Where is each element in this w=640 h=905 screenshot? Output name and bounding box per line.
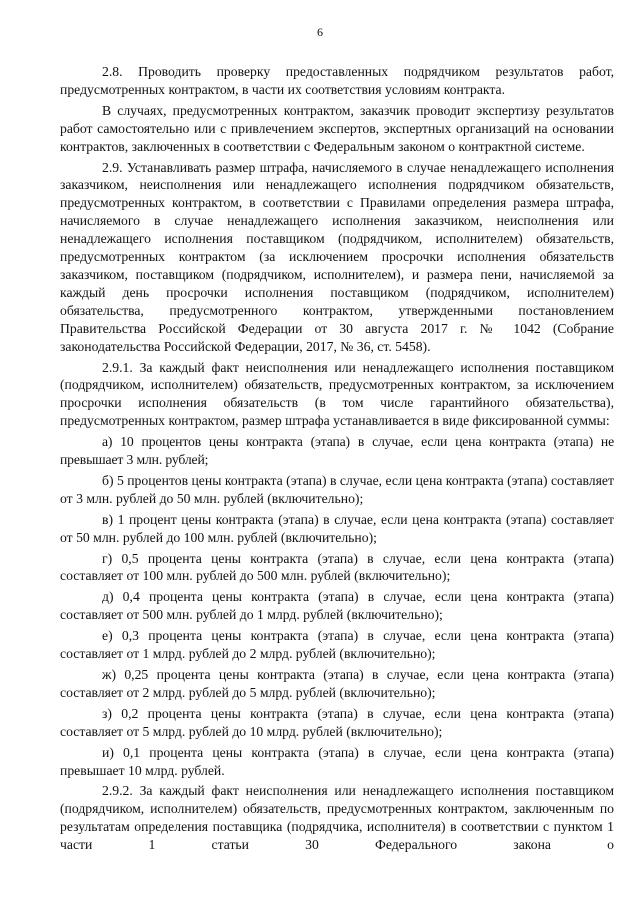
page-number: 6	[317, 25, 323, 39]
list-item-g: г) 0,5 процента цены контракта (этапа) в случае, если цена контракта (этапа) составляет от 100 млн. рублей до 500 млн. рублей (включительно);	[60, 550, 614, 584]
list-item-zh: ж) 0,25 процента цены контракта (этапа) в случае, если цена контракта (этапа) составляет от 2 млрд. рублей до 5 млрд. рублей (включительно);	[60, 667, 614, 700]
paragraph-2-8: 2.8. Проводить проверку предоставленных подрядчиком результатов работ, предусмотренных контрактом, в части их соответствия условиям контракта.	[60, 64, 614, 97]
paragraph-expertise: В случаях, предусмотренных контрактом, заказчик проводит экспертизу результатов работ самостоятельно или с привлечением экспертов, экспертных организаций на основании контрактов, заключенных в соответствии с Федеральным законом о контрактной системе.	[60, 102, 614, 154]
list-item-v: в) 1 процент цены контракта (этапа) в случае, если цена контракта (этапа) составляет от 50 млн. рублей до 100 млн. рублей (включительно);	[60, 511, 614, 545]
list-item-b: б) 5 процентов цены контракта (этапа) в случае, если цена контракта (этапа) составляет от 3 млн. рублей до 50 млн. рублей (включительно);	[60, 472, 614, 506]
document-body	[60, 63, 614, 854]
list-item-a: а) 10 процентов цены контракта (этапа) в случае, если цена контракта (этапа) не превышает 3 млн. рублей;	[60, 434, 614, 468]
list-item-i: и) 0,1 процента цены контракта (этапа) в случае, если цена контракта (этапа) превышает 10 млрд. рублей.	[60, 744, 614, 778]
paragraph-2-9-1: 2.9.1. За каждый факт неисполнения или ненадлежащего исполнения поставщиком (подрядчиком, исполнителем) обязательств, предусмотренных контрактом, за исключением просрочки исполнения обязательств (в том числе гарантийного обязательства), предусмотренных контрактом, размер штрафа устанавливается в виде фиксированной суммы:	[60, 359, 614, 429]
list-item-z: з) 0,2 процента цены контракта (этапа) в случае, если цена контракта (этапа) составляет от 5 млрд. рублей до 10 млрд. рублей (включительно);	[60, 705, 614, 739]
list-item-d: д) 0,4 процента цены контракта (этапа) в случае, если цена контракта (этапа) составляет от 500 млн. рублей до 1 млрд. рублей (включительно);	[60, 589, 614, 623]
paragraph-2-9-2: 2.9.2. За каждый факт неисполнения или ненадлежащего исполнения поставщиком (подрядчиком, исполнителем) обязательств, предусмотренных контрактом, заключенным по результатам определения поставщика (подрядчика, исполнителя) в соответствии с пунктом 1 части 1 статьи 30 Федерального закона о	[60, 783, 614, 853]
paragraph-2-9: 2.9. Устанавливать размер штрафа, начисляемого в случае ненадлежащего исполнения заказчиком, неисполнения или ненадлежащего исполнения подрядчиком обязательств, предусмотренных контрактом, в соответствии с Правилами определения размера штрафа, начисляемого в случае ненадлежащего исполнения заказчиком, неисполнения или ненадлежащего исполнения поставщиком (подрядчиком, исполнителем) обязательств, предусмотренных контрактом (за исключением просрочки исполнения обязательств заказчиком, поставщиком (подрядчиком, исполнителем), и размера пени, начисляемой за каждый день просрочки исполнения поставщиком (подрядчиком, исполнителем) обязательства, предусмотренного контрактом, утвержденными постановлением Правительства Российской Федерации от 30 августа 2017 г. № 1042 (Собрание законодательства Российской Федерации, 2017, № 36, ст. 5458).	[60, 159, 614, 354]
list-item-e: е) 0,3 процента цены контракта (этапа) в случае, если цена контракта (этапа) составляет от 1 млрд. рублей до 2 млрд. рублей (включительно);	[60, 628, 614, 662]
